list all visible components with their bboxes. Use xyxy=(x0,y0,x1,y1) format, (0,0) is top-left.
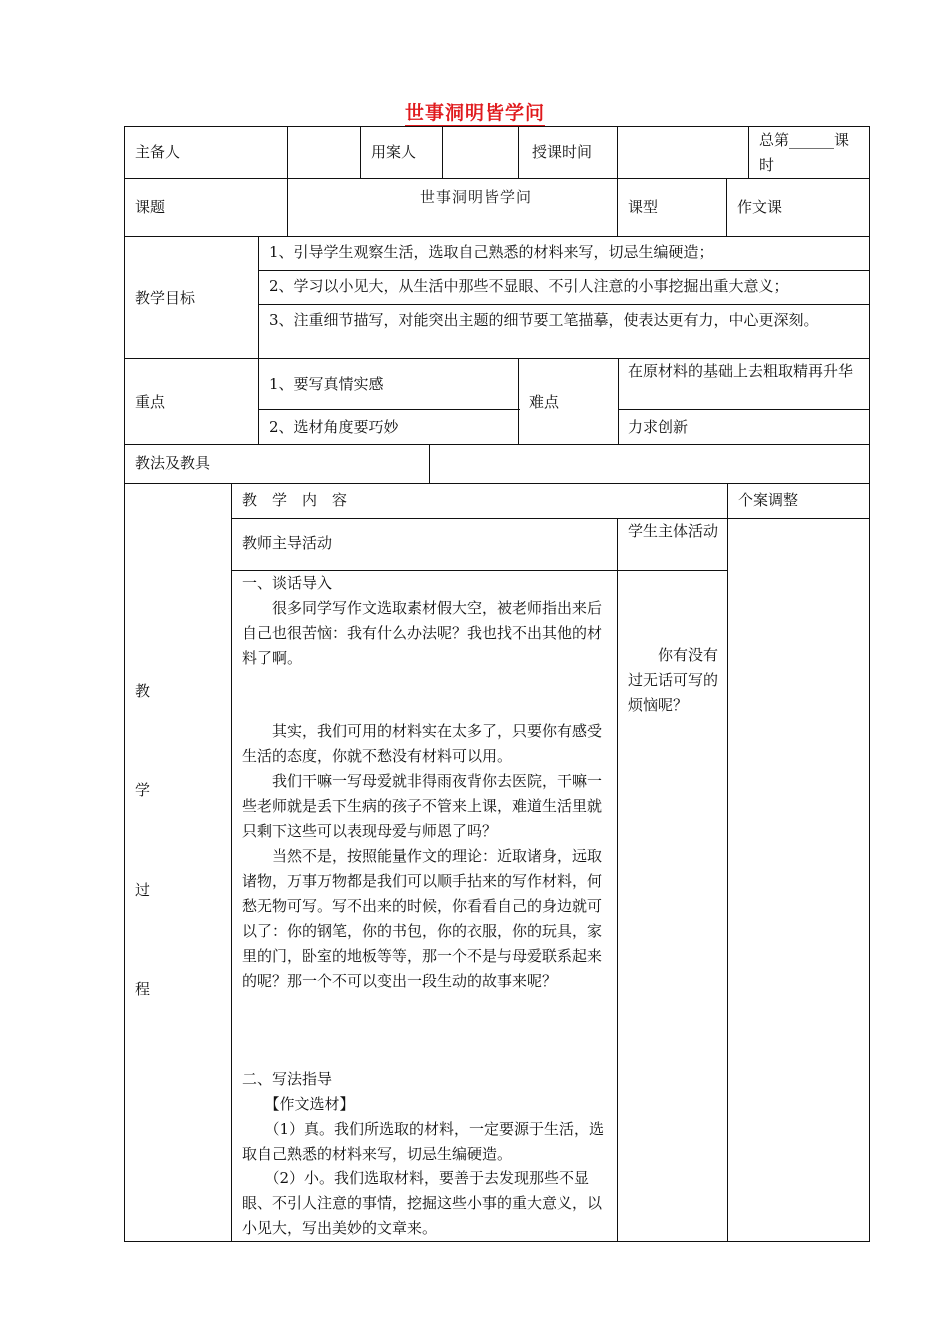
content-header: 教 学 内 容 xyxy=(242,491,348,509)
teacher-block-2: 很多同学写作文选取素材假大空，被老师指出来后自己也很苦恼：我有什么办法呢？我也找不出其他的材料了啊。 xyxy=(242,599,603,667)
teacher-block-6: 二、写法指导 xyxy=(242,1070,333,1088)
topic-title-image: 世事洞明皆学问 xyxy=(420,188,533,206)
process-label-char-4: 程 xyxy=(135,980,151,998)
teacher-block-1: 一、谈话导入 xyxy=(242,574,333,592)
teacher-block-5: 当然不是，按照能量作文的理论：近取诸身，远取诸物，万事万物都是我们可以顺手拈来的写作材料，何愁无物可写。写不出来的时候，你看看自己的身边就可以了：你的钢笔，你的书包，你的衣服，你的玩具，家里的门，卧室的地板等等，那一个不是与母爱联系起来的呢？那一个不可以变出一段生动的故事来呢？ xyxy=(242,847,603,990)
teacher-block-8: （1）真。我们所选取的材料，一定要源于生活，选取自己熟悉的材料来写，切忌生编硬造。 xyxy=(242,1120,605,1163)
focus-label: 重点 xyxy=(135,393,166,411)
teacher-block-7: 【作文选材】 xyxy=(242,1095,355,1113)
preparer-label: 主备人 xyxy=(135,143,181,161)
difficulty-item-1: 在原材料的基础上去粗取精再升华 xyxy=(628,362,854,380)
teacher-block-9: （2）小。我们选取材料，要善于去发现那些不显眼、不引人注意的事情，挖掘这些小事的重大意义，以小见大，写出美妙的文章来。 xyxy=(242,1169,603,1237)
period-label-cont: 时 xyxy=(759,156,775,174)
user-label: 用案人 xyxy=(371,143,417,161)
process-label-char-1: 教 xyxy=(135,682,151,700)
difficulty-label: 难点 xyxy=(529,393,560,411)
methods-label: 教法及教具 xyxy=(135,454,211,472)
time-label: 授课时间 xyxy=(532,143,593,161)
goals-label: 教学目标 xyxy=(135,289,196,307)
period-label: 总第______课 xyxy=(759,131,850,149)
document-title: 世事洞明皆学问 xyxy=(0,98,950,125)
type-label: 课型 xyxy=(628,198,659,216)
teacher-block-3: 其实，我们可用的材料实在太多了，只要你有感受生活的态度，你就不愁没有材料可以用。 xyxy=(242,722,603,765)
teacher-block-4: 我们干嘛一写母爱就非得雨夜背你去医院，干嘛一些老师就是丢下生病的孩子不管来上课，难道生活里就只剩下这些可以表现母爱与师恩了吗？ xyxy=(242,772,603,840)
goal-item-3: 3、注重细节描写，对能突出主题的细节要工笔描摹，使表达更有力，中心更深刻。 xyxy=(269,311,819,329)
type-value: 作文课 xyxy=(737,198,783,216)
focus-item-1: 1、要写真情实感 xyxy=(269,375,384,393)
adjust-header: 个案调整 xyxy=(738,491,799,509)
process-label-char-2: 学 xyxy=(135,781,151,799)
focus-item-2: 2、选材角度要巧妙 xyxy=(269,418,399,436)
goal-item-1: 1、引导学生观察生活，选取自己熟悉的材料来写，切忌生编硬造； xyxy=(269,243,714,261)
difficulty-item-2: 力求创新 xyxy=(628,418,689,436)
process-label-char-3: 过 xyxy=(135,881,151,899)
teacher-header: 教师主导活动 xyxy=(242,534,333,552)
topic-label: 课题 xyxy=(135,198,166,216)
student-note: 你有没有过无话可写的烦恼呢？ xyxy=(628,646,719,714)
student-header: 学生主体活动 xyxy=(628,522,719,540)
goal-item-2: 2、学习以小见大，从生活中那些不显眼、不引人注意的小事挖掘出重大意义； xyxy=(269,277,789,295)
